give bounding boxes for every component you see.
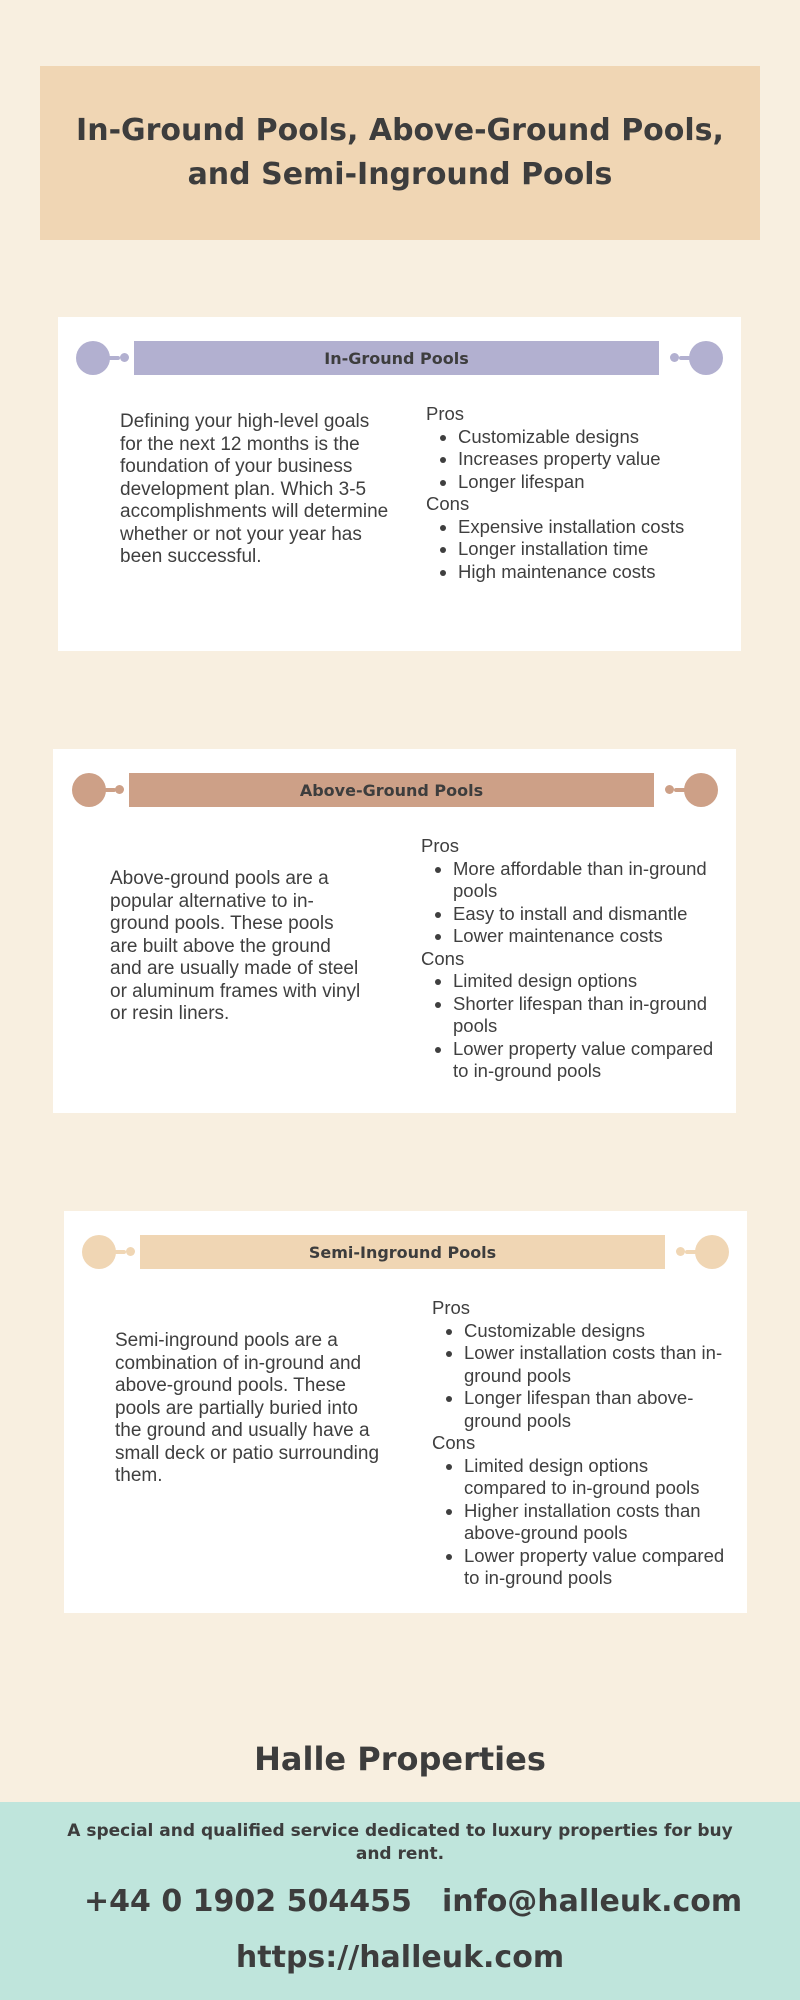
list-item: • Easy to install and dismantle — [453, 903, 721, 926]
list-item: • More affordable than in-ground pools — [453, 858, 721, 903]
banner-right-knob — [695, 1235, 729, 1269]
section-description: Defining your high-level goals for the next 12 months is the foundation of your business development plan. Which 3-5 accomplishments will determine whether or not your year has been successful. — [120, 411, 389, 567]
list-item: • Lower property value compared to in-ground pools — [464, 1545, 732, 1590]
list-item: • Longer installation time — [458, 538, 726, 561]
cons-label: Cons — [421, 947, 465, 969]
pros-cons — [421, 835, 721, 1083]
pros-label: Pros — [426, 403, 465, 424]
banner-left-nub — [126, 1247, 135, 1256]
cons-label: Cons — [432, 1432, 476, 1453]
website-url: https://halleuk.com — [235, 1940, 565, 1975]
section-heading: Semi-Inground Pools — [140, 1235, 665, 1269]
banner-right-nub — [665, 785, 674, 794]
banner-right-nub — [670, 353, 679, 362]
pros-cons — [426, 403, 726, 583]
list-item: • Limited design options compared to in-ground pools — [464, 1455, 732, 1500]
list-item: • High maintenance costs — [458, 561, 726, 584]
page-title: In-Ground Pools, Above-Ground Pools, and Semi-Inground Pools — [76, 113, 724, 192]
list-item: • Lower installation costs than in-ground pools — [464, 1342, 732, 1387]
inground-pools-card — [58, 317, 741, 651]
title-banner — [40, 66, 760, 240]
email-address: info@halleuk.com — [442, 1884, 743, 1919]
list-item: • Expensive installation costs — [458, 516, 726, 539]
section-description: Above-ground pools are a popular alternative to in-ground pools. These pools are built above the ground and are usually made of steel or aluminum frames with vinyl or resin liners. — [110, 868, 361, 1024]
pros-list — [421, 858, 721, 948]
tagline: A special and qualified service dedicated to luxury properties for buy and rent. — [67, 1821, 733, 1864]
list-item: • Longer lifespan than above-ground pools — [464, 1387, 732, 1432]
section-heading: In-Ground Pools — [134, 341, 659, 375]
pros-label: Pros — [432, 1297, 471, 1318]
pros-list — [426, 426, 726, 494]
banner-right-knob — [689, 341, 723, 375]
cons-list — [432, 1455, 732, 1590]
banner-right-knob — [684, 773, 718, 807]
pros-cons — [432, 1297, 732, 1590]
list-item: • Customizable designs — [464, 1320, 732, 1343]
banner-left-stem — [102, 356, 120, 360]
banner-right-nub — [676, 1247, 685, 1256]
list-item: • Limited design options — [453, 970, 721, 993]
banner-left-nub — [115, 785, 124, 794]
banner-left-stem — [98, 788, 116, 792]
list-item: • Lower maintenance costs — [453, 925, 721, 948]
semi-inground-pools-card — [64, 1211, 747, 1613]
list-item: • Increases property value — [458, 448, 726, 471]
list-item: • Lower property value compared to in-ground pools — [453, 1038, 721, 1083]
list-item: • Shorter lifespan than in-ground pools — [453, 993, 721, 1038]
banner-left-nub — [120, 353, 129, 362]
pros-list — [432, 1320, 732, 1433]
cons-list — [426, 516, 726, 584]
brand-name: Halle Properties — [254, 1740, 546, 1778]
list-item: • Longer lifespan — [458, 471, 726, 494]
banner-left-stem — [108, 1250, 126, 1254]
cons-label: Cons — [426, 493, 470, 514]
list-item: • Higher installation costs than above-ground pools — [464, 1500, 732, 1545]
list-item: • Customizable designs — [458, 426, 726, 449]
cons-list — [421, 970, 721, 1083]
section-description: Semi-inground pools are a combination of in-ground and above-ground pools. These pools are partially buried into the ground and usually have a small deck or patio surrounding them. — [115, 1330, 380, 1486]
aboveground-pools-card — [53, 749, 736, 1113]
section-heading: Above-Ground Pools — [129, 773, 654, 807]
phone-number: +44 0 1902 504455 — [84, 1884, 412, 1919]
pros-label: Pros — [421, 835, 460, 856]
footer — [0, 1802, 800, 2000]
